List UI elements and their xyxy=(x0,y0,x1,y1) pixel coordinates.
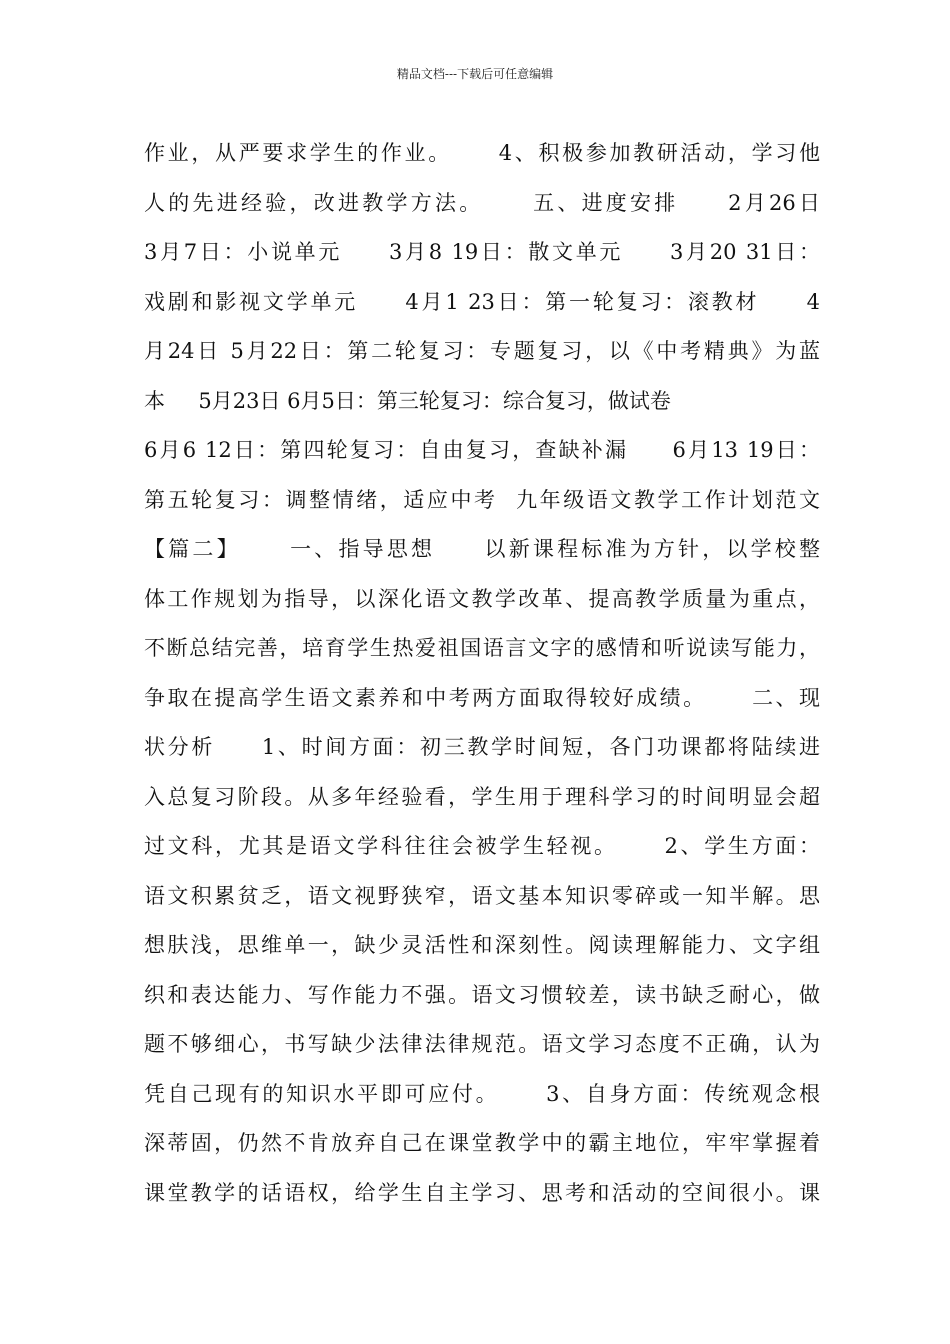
text-line: 本 5月23日 6月5日：第三轮复习：综合复习，做试卷 xyxy=(144,388,671,413)
text-line: 月24日 5月22日：第二轮复习：专题复习，以《中考精典》为蓝 xyxy=(144,339,820,363)
text-line: 课堂教学的话语权，给学生自主学习、思考和活动的空间很小。课 xyxy=(144,1180,820,1205)
text-line: 语文积累贫乏，语文视野狭窄，语文基本知识零碎或一知半解。思 xyxy=(144,883,820,908)
text-line: 题不够细心，书写缺少法律法律规范。语文学习态度不正确，认为 xyxy=(144,1032,820,1056)
text-line: 想肤浅，思维单一，缺少灵活性和深刻性。阅读理解能力、文字组 xyxy=(144,933,820,957)
text-line: 争取在提高学生语文素养和中考两方面取得较好成绩。 二、现 xyxy=(144,685,820,710)
text-line: 入总复习阶段。从多年经验看，学生用于理科学习的时间明显会超 xyxy=(144,784,820,809)
text-line: 过文科，尤其是语文学科往往会被学生轻视。 2、学生方面： xyxy=(144,834,820,858)
text-line: 体工作规划为指导，以深化语文教学改革、提高教学质量为重点， xyxy=(144,586,820,611)
text-line: 3月7日：小说单元 3月8 19日：散文单元 3月20 31日： xyxy=(144,240,820,264)
text-line: 状分析 1、时间方面：初三教学时间短，各门功课都将陆续进 xyxy=(144,735,820,759)
text-line: 6月6 12日：第四轮复习：自由复习，查缺补漏 6月13 19日： xyxy=(144,438,820,462)
text-line: 凭自己现有的知识水平即可应付。 3、自身方面：传统观念根 xyxy=(144,1081,820,1106)
text-line: 不断总结完善，培育学生热爱祖国语言文字的感情和听说读写能力， xyxy=(144,636,820,660)
text-line: 第五轮复习：调整情绪，适应中考 九年级语文教学工作计划范文 xyxy=(144,487,820,512)
text-line: 戏剧和影视文学单元 4月1 23日：第一轮复习：滚教材 4 xyxy=(144,289,820,314)
text-line: 人的先进经验，改进教学方法。 五、进度安排 2月26日 xyxy=(144,190,820,215)
text-line: 深蒂固，仍然不肯放弃自己在课堂教学中的霸主地位，牢牢掌握着 xyxy=(144,1131,820,1155)
page-header: 精品文档---下载后可任意编辑 xyxy=(396,67,554,81)
text-line: 作业，从严要求学生的作业。 4、积极参加教研活动，学习他 xyxy=(144,141,820,165)
text-line: 织和表达能力、写作能力不强。语文习惯较差，读书缺乏耐心，做 xyxy=(144,982,820,1007)
text-line: 【篇二】 一、指导思想 以新课程标准为方针，以学校整 xyxy=(144,537,820,561)
